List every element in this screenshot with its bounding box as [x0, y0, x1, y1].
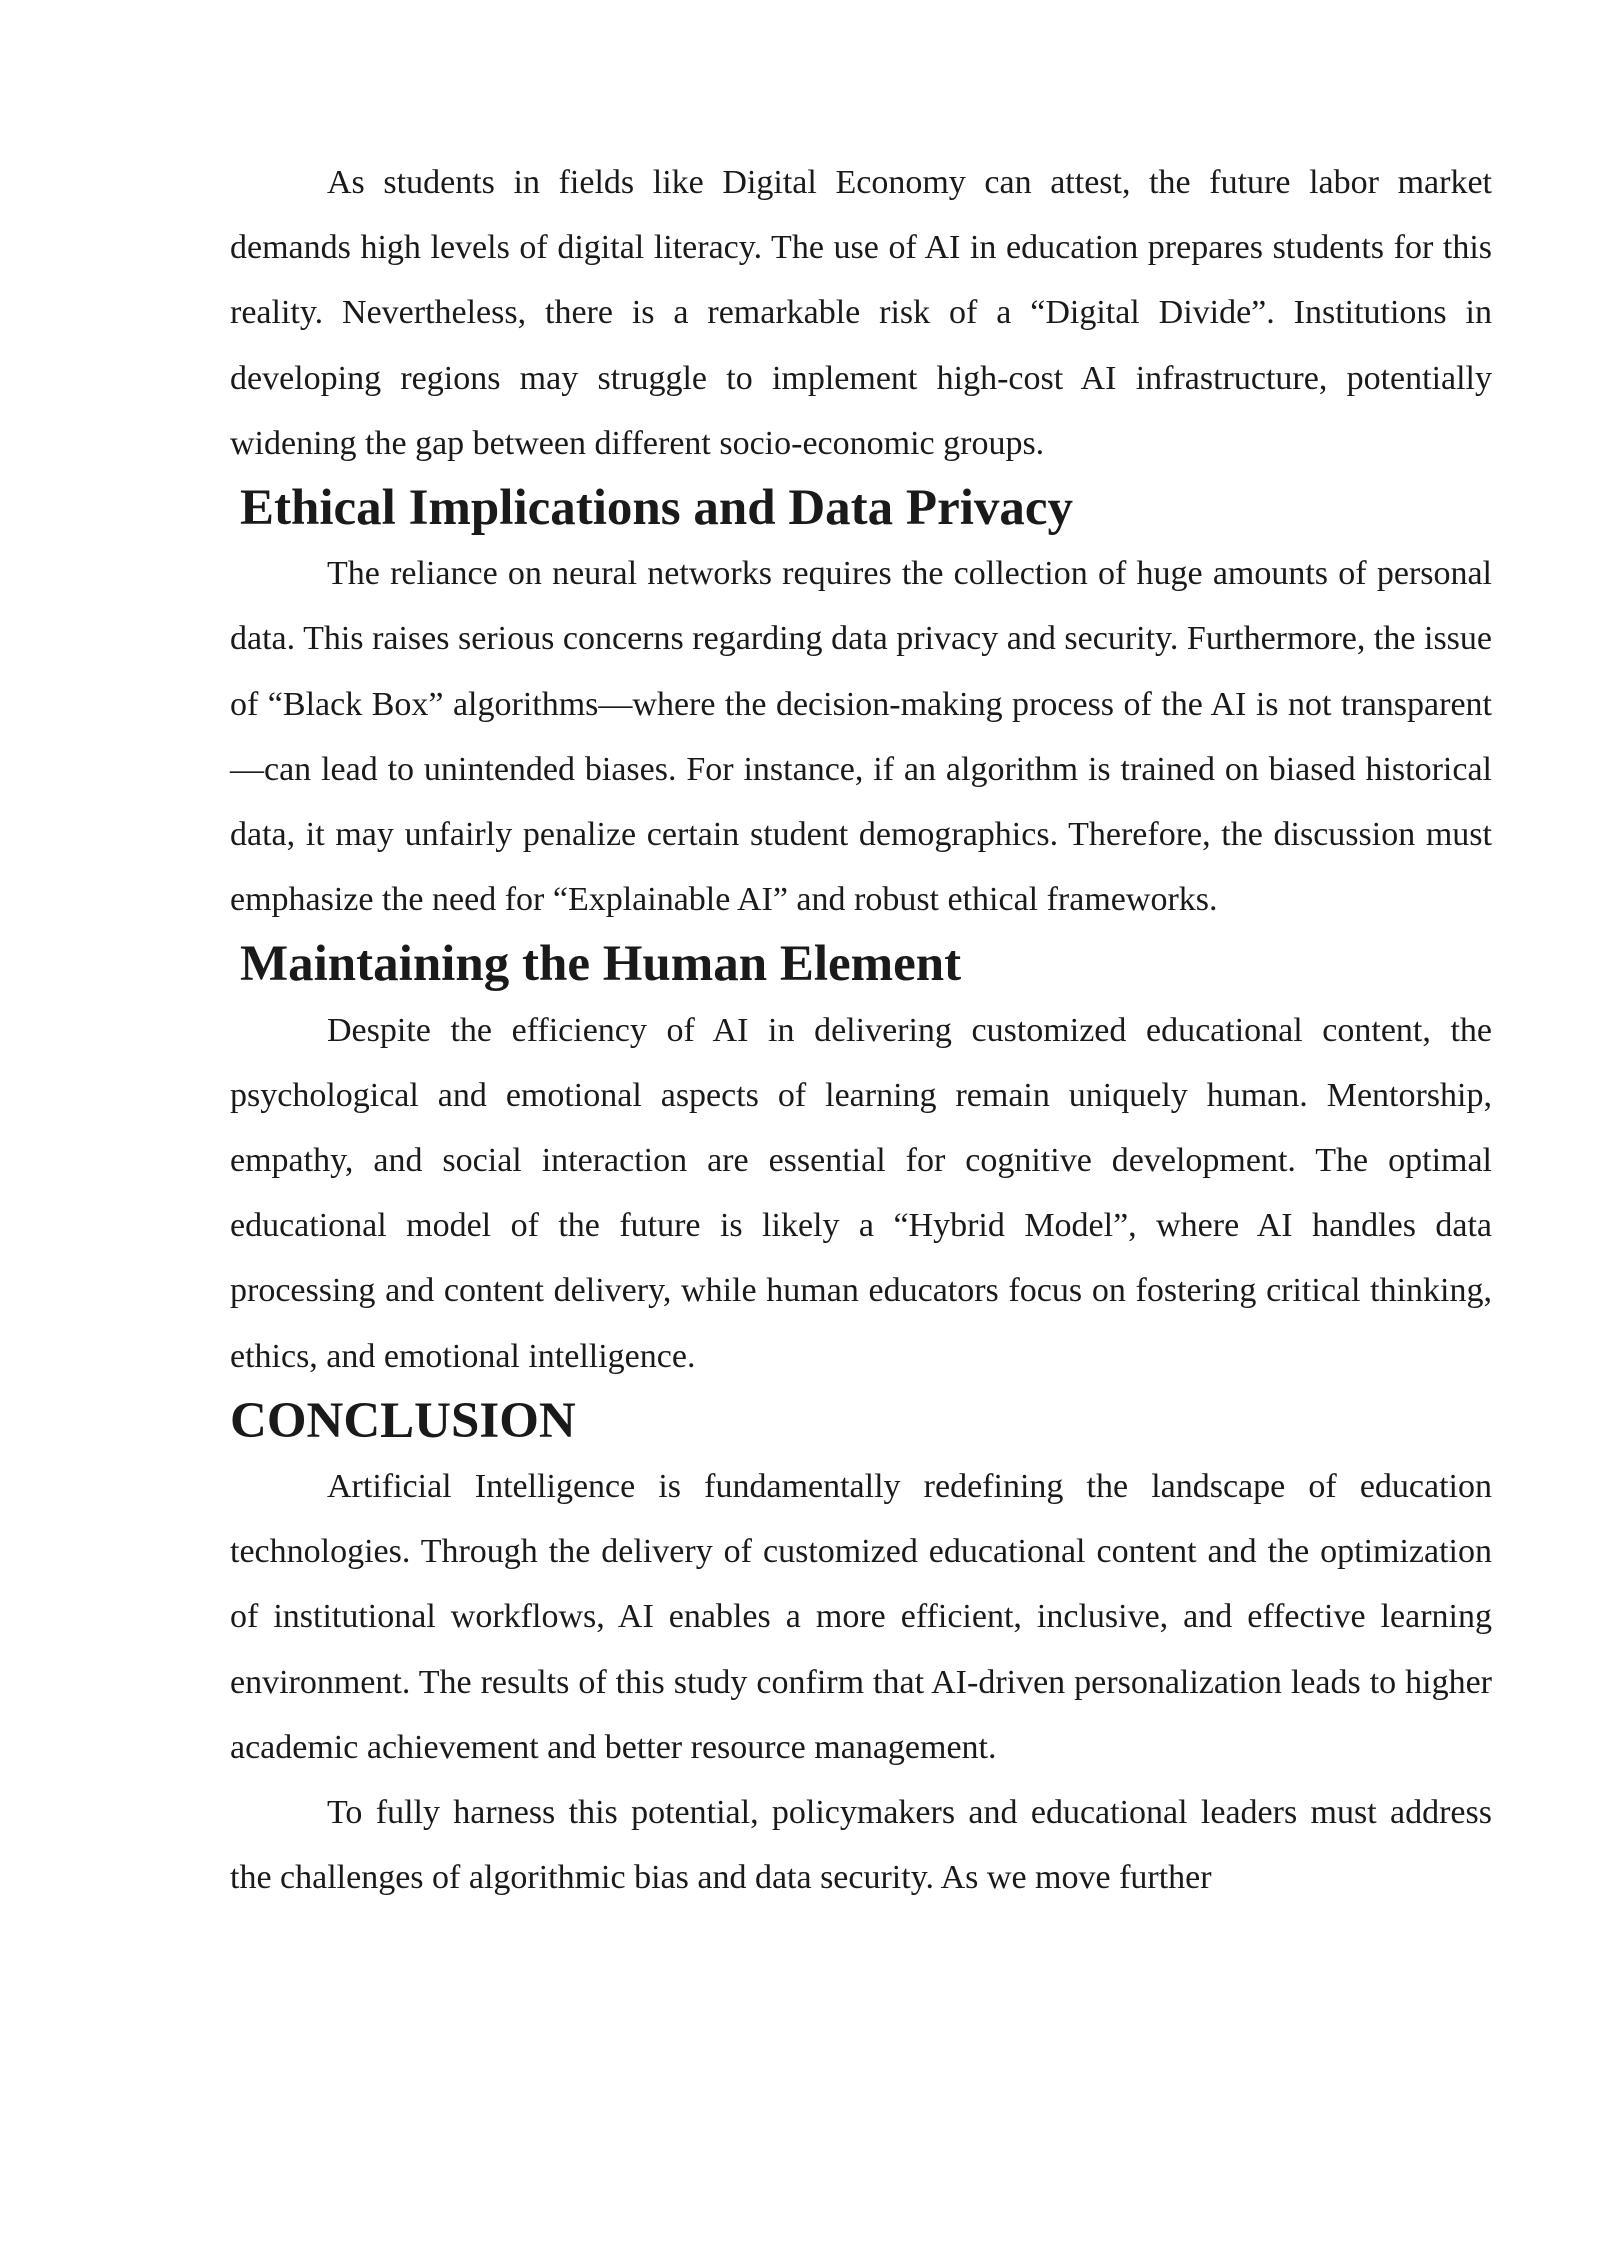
- paragraph-data-privacy: The reliance on neural networks requires the collection of huge amounts of personal data. This raises serious concerns regarding data privacy and security. Furthermore, the issue of “Black Box” algorithms—where the decision-making process of the AI is not transparent—can lead to unintended biases. For instance, if an algorithm is trained on biased historical data, it may unfairly penalize certain student demographics. Therefore, the discussion must emphasize the need for “Explainable AI” and robust ethical frameworks.: [230, 555, 1492, 919]
- paragraph-conclusion-challenges: To fully harness this potential, policymakers and educational leaders must address the challenges of algorithmic bias and data security. As we move further: [230, 1794, 1492, 1897]
- paragraph-conclusion-summary: Artificial Intelligence is fundamentally redefining the landscape of education technologies. Through the delivery of customized educational content and the optimization of institutional workflows, AI enables a more efficient, inclusive, and effective learning environment. The results of this study confirm that AI-driven personalization leads to higher academic achievement and better resource management.: [230, 1468, 1492, 1766]
- paragraph-digital-divide: As students in fields like Digital Economy can attest, the future labor market demands high levels of digital literacy. The use of AI in education prepares students for this reality. Nevertheless, there is a remarkable risk of a “Digital Divide”. Institutions in developing regions may struggle to implement high-cost AI infrastructure, potentially widening the gap between different socio-economic groups.: [230, 164, 1492, 462]
- heading-ethical-implications: Ethical Implications and Data Privacy: [240, 480, 1074, 537]
- heading-conclusion: CONCLUSION: [230, 1392, 576, 1449]
- heading-human-element: Maintaining the Human Element: [240, 936, 962, 993]
- document-page: [230, 150, 1492, 1910]
- paragraph-hybrid-model: Despite the efficiency of AI in delivering customized educational content, the psychological and emotional aspects of learning remain uniquely human. Mentorship, empathy, and social interaction are essential for cognitive development. The optimal educational model of the future is likely a “Hybrid Model”, where AI handles data processing and content delivery, while human educators focus on fostering critical thinking, ethics, and emotional intelligence.: [230, 1011, 1492, 1375]
